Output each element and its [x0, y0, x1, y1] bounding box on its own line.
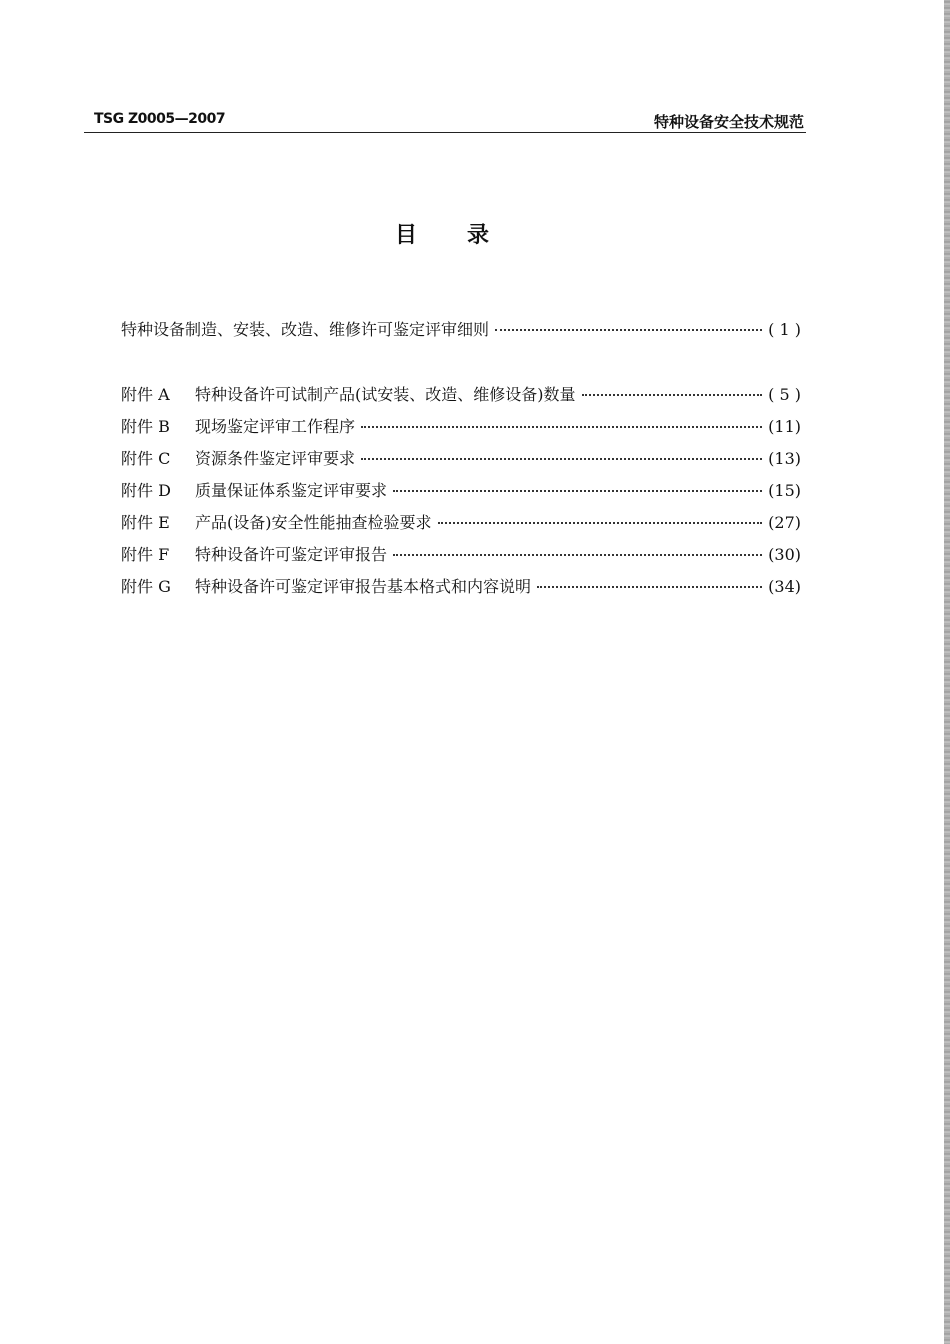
- toc-entry-text: 资源条件鉴定评审要求: [195, 449, 356, 468]
- toc-page-number: ( 1 ): [768, 320, 801, 339]
- toc-page-number: (15): [768, 481, 801, 500]
- toc-entry-appendix-a[interactable]: [121, 382, 801, 406]
- standard-code: TSG Z0005—2007: [94, 111, 226, 127]
- scan-page-edge: [944, 0, 950, 1344]
- dot-leader: [393, 490, 762, 492]
- toc-page-number: (30): [768, 545, 801, 564]
- running-header: [84, 110, 806, 133]
- toc-page-number: ( 5 ): [768, 385, 801, 404]
- dot-leader: [438, 522, 763, 524]
- toc-entry-text: 产品(设备)安全性能抽查检验要求: [195, 513, 432, 532]
- toc-entry-text: 特种设备制造、安装、改造、维修许可鉴定评审细则: [121, 320, 490, 339]
- toc-entry-appendix-g[interactable]: [121, 574, 801, 598]
- appendix-label: 附件 D: [121, 481, 171, 500]
- toc-page-number: (27): [768, 513, 801, 532]
- dot-leader: [537, 586, 762, 588]
- appendix-label: 附件 G: [121, 577, 171, 596]
- dot-leader: [582, 394, 763, 396]
- appendix-label: 附件 F: [121, 545, 170, 564]
- appendix-label: 附件 A: [121, 385, 170, 404]
- toc-heading: 目录: [394, 223, 539, 248]
- toc-entry-appendix-d[interactable]: [121, 478, 801, 502]
- dot-leader: [361, 426, 762, 428]
- toc-entry-appendix-b[interactable]: [121, 414, 801, 438]
- toc-entry-text: 特种设备许可鉴定评审报告基本格式和内容说明: [195, 577, 532, 596]
- dot-leader: [495, 329, 762, 331]
- toc-entry-text: 质量保证体系鉴定评审要求: [195, 481, 388, 500]
- series-title: 特种设备安全技术规范: [653, 113, 804, 131]
- toc-entry-appendix-e[interactable]: [121, 510, 801, 534]
- toc-page-number: (11): [768, 417, 801, 436]
- toc-entry-text: 特种设备许可鉴定评审报告: [195, 545, 388, 564]
- appendix-label: 附件 E: [121, 513, 170, 532]
- appendix-label: 附件 C: [121, 449, 171, 468]
- toc-entry-main[interactable]: [121, 317, 801, 341]
- toc-page-number: (13): [768, 449, 801, 468]
- toc-entry-text: 现场鉴定评审工作程序: [195, 417, 356, 436]
- appendix-label: 附件 B: [121, 417, 170, 436]
- toc-entry-text: 特种设备许可试制产品(试安装、改造、维修设备)数量: [195, 385, 576, 404]
- toc-entry-appendix-f[interactable]: [121, 542, 801, 566]
- dot-leader: [393, 554, 762, 556]
- dot-leader: [361, 458, 762, 460]
- toc-entry-appendix-c[interactable]: [121, 446, 801, 470]
- toc-page-number: (34): [768, 577, 801, 596]
